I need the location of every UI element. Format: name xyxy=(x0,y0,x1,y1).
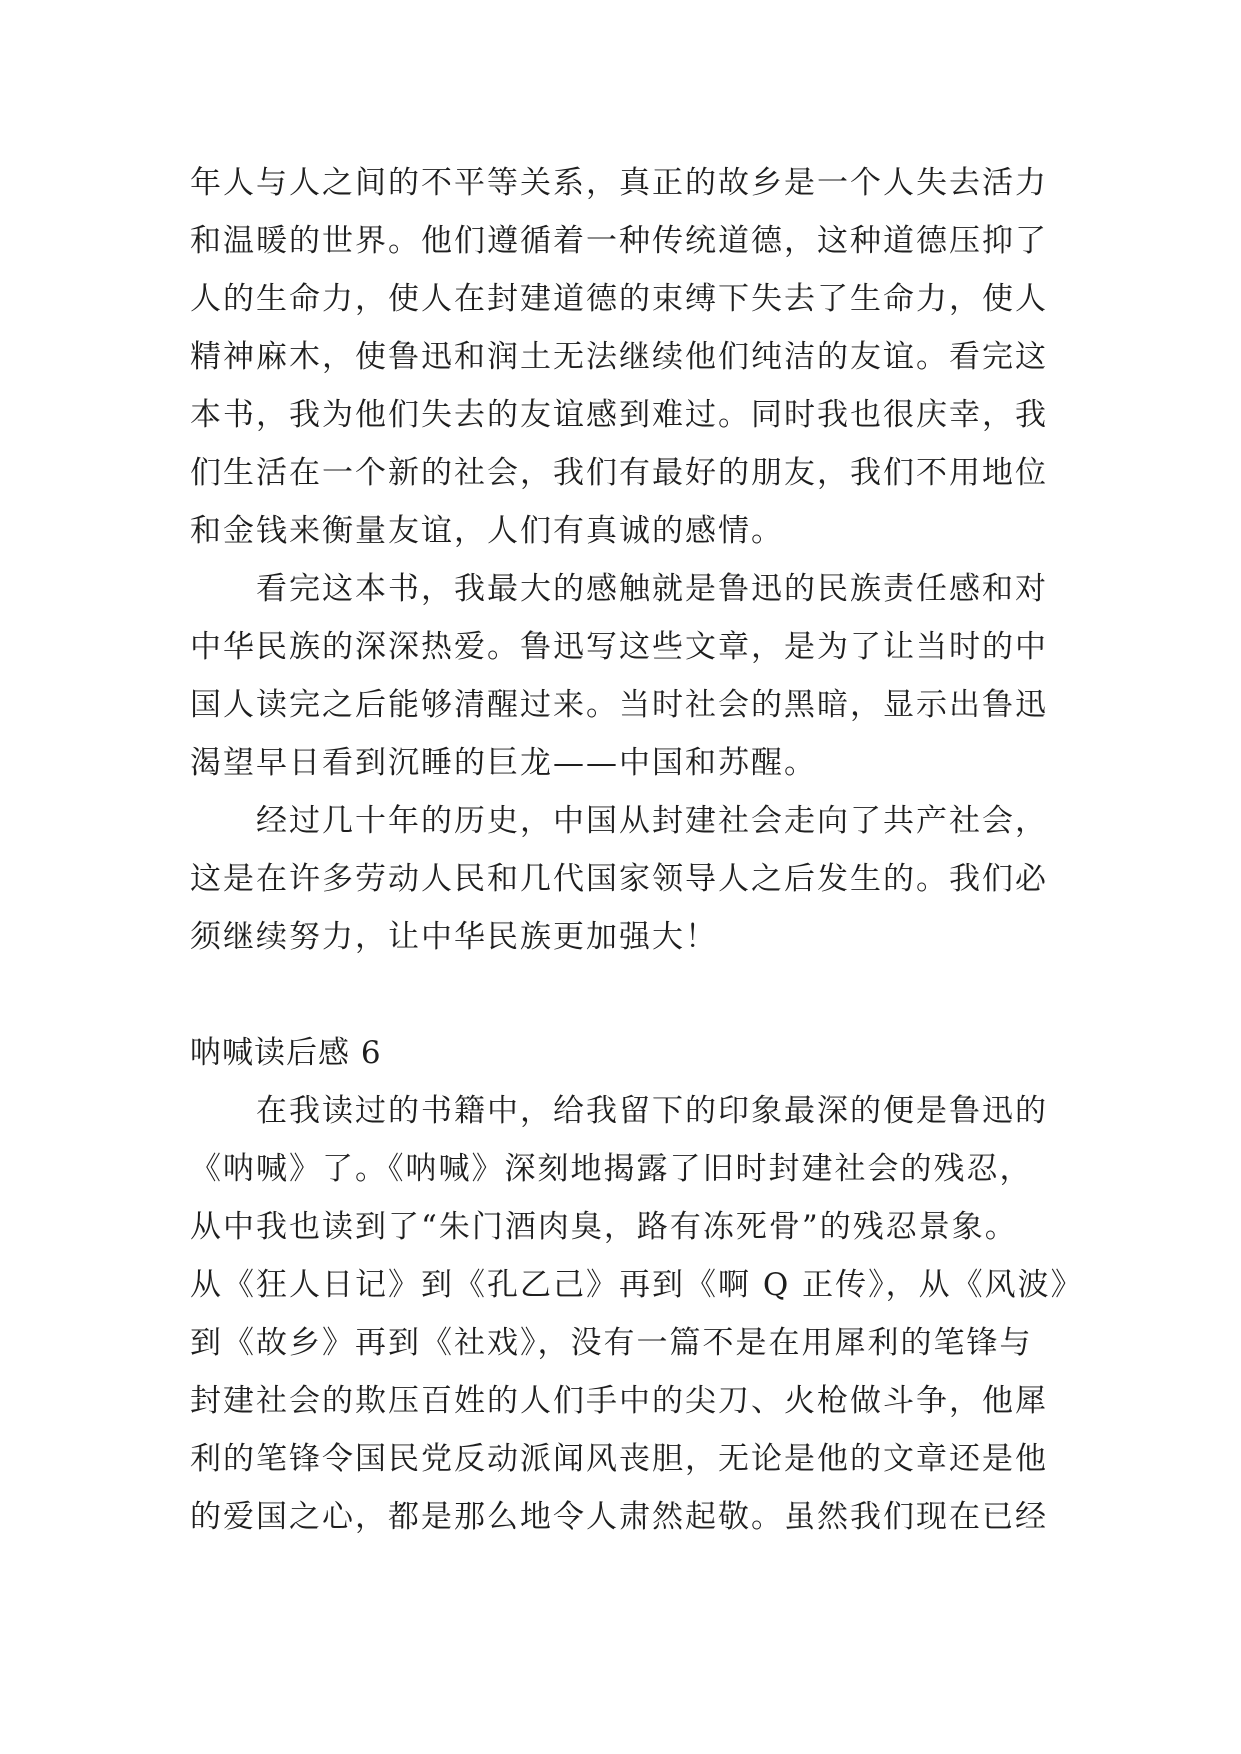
paragraph-line: 在我读过的书籍中，给我留下的印象最深的便是鲁迅的 xyxy=(256,1093,1048,1129)
paragraph-line: 封建社会的欺压百姓的人们手中的尖刀、火枪做斗争，他犀 xyxy=(190,1383,1048,1419)
paragraph-line: 国人读完之后能够清醒过来。当时社会的黑暗，显示出鲁迅 xyxy=(190,687,1048,723)
paragraph-continuation xyxy=(190,154,1090,560)
paragraph-line: 从《狂人日记》到《孔乙己》再到《啊 Q 正传》，从《风波》 xyxy=(190,1267,1084,1303)
paragraph-line: 须继续努力，让中华民族更加强大！ xyxy=(190,919,718,955)
paragraph-line: 和温暖的世界。他们遵循着一种传统道德，这种道德压抑了 xyxy=(190,223,1048,259)
paragraph-2 xyxy=(190,560,1090,792)
paragraph-line: 和金钱来衡量友谊，人们有真诚的感情。 xyxy=(190,513,784,549)
section-heading: 呐喊读后感 6 xyxy=(190,1035,382,1071)
paragraph-line: 经过几十年的历史，中国从封建社会走向了共产社会， xyxy=(256,803,1048,839)
paragraph-line: 年人与人之间的不平等关系，真正的故乡是一个人失去活力 xyxy=(190,165,1048,201)
paragraph-line: 的爱国之心，都是那么地令人肃然起敬。虽然我们现在已经 xyxy=(190,1499,1048,1535)
paragraph-line: 这是在许多劳动人民和几代国家领导人之后发生的。我们必 xyxy=(190,861,1048,897)
paragraph-4 xyxy=(190,1082,1090,1546)
paragraph-line: 中华民族的深深热爱。鲁迅写这些文章，是为了让当时的中 xyxy=(190,629,1048,665)
paragraph-line: 《呐喊》了。《呐喊》深刻地揭露了旧时封建社会的残忍， xyxy=(190,1151,1033,1187)
paragraph-line: 从中我也读到了“朱门酒肉臭，路有冻死骨”的残忍景象。 xyxy=(190,1209,1018,1245)
paragraph-line: 利的笔锋令国民党反动派闻风丧胆，无论是他的文章还是他 xyxy=(190,1441,1048,1477)
paragraph-line: 们生活在一个新的社会，我们有最好的朋友，我们不用地位 xyxy=(190,455,1048,491)
paragraph-3 xyxy=(190,792,1090,966)
paragraph-line: 渴望早日看到沉睡的巨龙——中国和苏醒。 xyxy=(190,745,817,781)
blank-line-spacer xyxy=(190,966,1090,1024)
paragraph-line: 本书，我为他们失去的友谊感到难过。同时我也很庆幸，我 xyxy=(190,397,1048,433)
paragraph-line: 人的生命力，使人在封建道德的束缚下失去了生命力，使人 xyxy=(190,281,1048,317)
paragraph-line: 看完这本书，我最大的感触就是鲁迅的民族责任感和对 xyxy=(256,571,1048,607)
paragraph-line: 到《故乡》再到《社戏》，没有一篇不是在用犀利的笔锋与 xyxy=(190,1325,1033,1361)
paragraph-line: 精神麻木，使鲁迅和润土无法继续他们纯洁的友谊。看完这 xyxy=(190,339,1048,375)
document-body xyxy=(190,154,1090,1546)
